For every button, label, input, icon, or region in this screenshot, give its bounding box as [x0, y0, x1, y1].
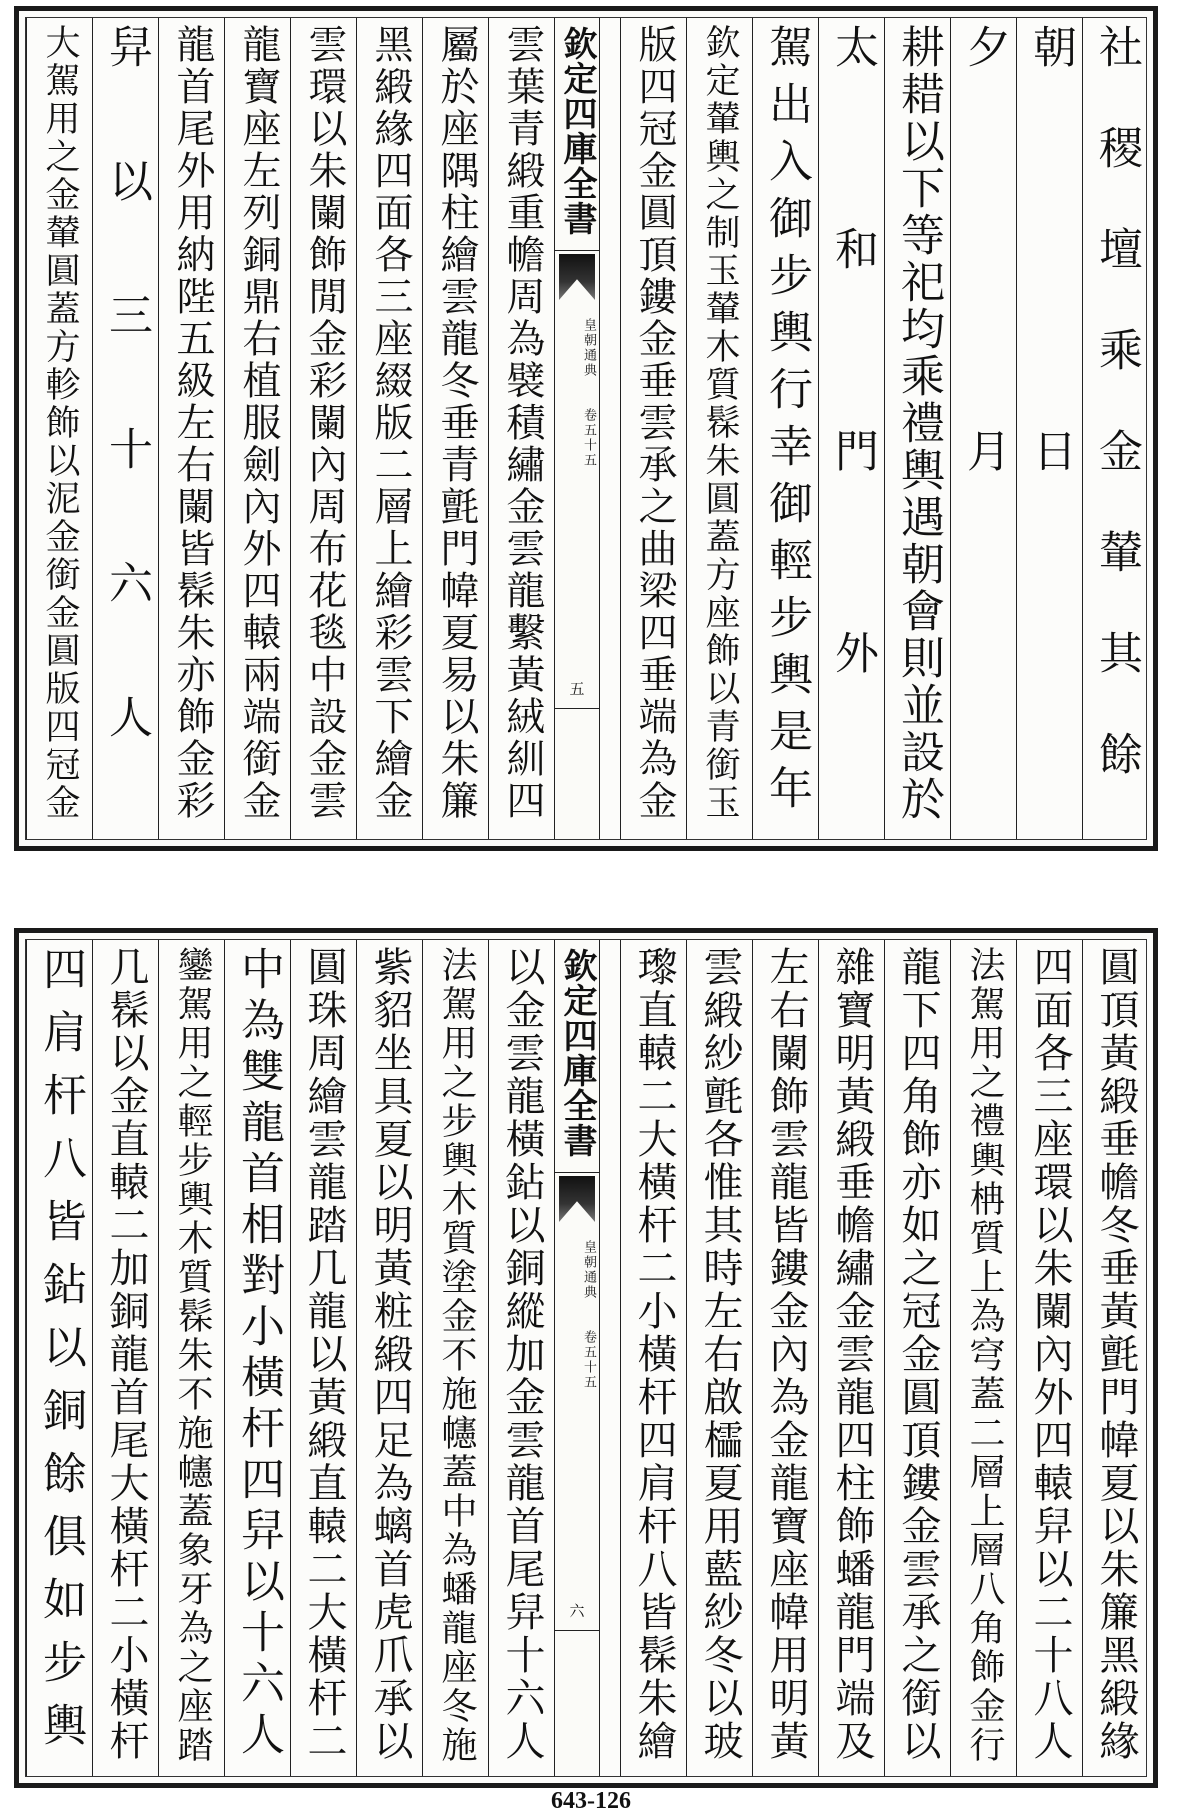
bottom-text-column — [686, 940, 753, 1776]
top-column-text: 欽定輦輿之制玉輦木質髹朱圓蓋方座飾以青銜玉 — [700, 24, 740, 822]
top-column-text: 大駕用之金輦圓蓋方軫飾以泥金銜金圓版四冠金 — [40, 24, 80, 822]
bottom-page-frame — [25, 939, 1147, 1777]
top-margin-rule — [555, 250, 599, 251]
top-text-column — [818, 18, 885, 839]
top-column-text: 雲環以朱闌飾閒金彩闌內周布花毯中設金雲 — [302, 24, 347, 822]
bottom-text-column — [884, 940, 951, 1776]
top-column-text: 雲葉青緞重幨周為襞積繡金雲龍繫黃絨紃四 — [500, 24, 545, 822]
bottom-volume-label: 卷五十五 — [581, 1330, 596, 1390]
top-text-column — [488, 18, 555, 839]
bottom-text-column — [26, 940, 93, 1776]
bottom-column-text: 雲緞紗氈各惟其時左右啟櫺夏用藍紗冬以玻 — [697, 946, 743, 1763]
bottom-text-column — [356, 940, 423, 1776]
top-column-text: 舁以三十六人 — [101, 24, 152, 828]
bottom-text-column — [224, 940, 291, 1776]
bottom-page — [14, 928, 1158, 1788]
top-book-title: 欽定四庫全書 — [557, 26, 597, 236]
bottom-column-text: 四肩杆八皆鉆以銅餘俱如步輿 — [35, 946, 86, 1765]
top-fishtail-mark — [559, 254, 595, 300]
bottom-margin-rule — [555, 1172, 599, 1173]
top-text-column — [26, 18, 93, 839]
bottom-column-text: 圓珠周繪雲龍踏几龍以黃緞直轅二大橫杆二 — [301, 946, 347, 1763]
top-page-frame — [25, 17, 1147, 840]
bottom-text-column — [1082, 940, 1149, 1776]
bottom-text-column — [290, 940, 357, 1776]
page-code: 643-126 — [551, 1788, 631, 1814]
bottom-text-column — [488, 940, 555, 1776]
top-column-text: 夕月 — [959, 24, 1010, 832]
top-text-column — [422, 18, 489, 839]
top-column-text: 朝日 — [1025, 24, 1076, 832]
top-page — [14, 6, 1158, 851]
bottom-text-column — [422, 940, 489, 1776]
top-column-text: 太和門外 — [827, 24, 878, 832]
bottom-column-text: 左右闌飾雲龍皆鏤金內為金龍寶座幃用明黃 — [763, 946, 809, 1763]
bottom-column-text: 以金雲龍橫鉆以銅縱加金雲龍首尾舁十六人 — [499, 946, 545, 1763]
bottom-column-text: 中為雙龍首相對小橫杆四舁以十六人 — [233, 946, 284, 1762]
top-center-margin — [554, 18, 600, 839]
bottom-column-text: 法駕用之禮輿柟質上為穹蓋二層上層八角飾金行 — [964, 946, 1005, 1765]
bottom-fishtail-mark — [559, 1176, 595, 1222]
top-text-column — [950, 18, 1017, 839]
top-column-text: 屬於座隅柱繪雲龍冬垂青氈門幃夏易以朱簾 — [434, 24, 479, 822]
top-text-column — [884, 18, 951, 839]
top-column-text: 黑緞緣四面各三座綴版二層上繪彩雲下繪金 — [368, 24, 413, 822]
top-text-column — [1082, 18, 1149, 839]
bottom-column-text: 雜寶明黃緞垂幨繡金雲龍四柱飾蟠龍門端及 — [829, 946, 875, 1763]
top-folio-number: 五 — [569, 680, 585, 698]
bottom-text-column — [1016, 940, 1083, 1776]
top-text-column — [1016, 18, 1083, 839]
top-column-text: 駕出入御步輿行幸御輕步輿是年 — [761, 24, 812, 822]
top-text-column — [92, 18, 159, 839]
bottom-column-text: 鑾駕用之輕步輿木質髹朱不施幰蓋象牙為之座踏 — [172, 946, 213, 1765]
top-text-column — [356, 18, 423, 839]
top-text-column — [686, 18, 753, 839]
top-text-column — [290, 18, 357, 839]
bottom-text-column — [92, 940, 159, 1776]
bottom-column-text: 几髹以金直轅二加銅龍首尾大橫杆二小橫杆 — [103, 946, 149, 1763]
top-column-text: 龍寶座左列銅鼎右植服劍內外四轅兩端銜金 — [236, 24, 281, 822]
bottom-text-column — [620, 940, 687, 1776]
top-column-text: 版四冠金圓頂鏤金垂雲承之曲梁四垂端為金 — [632, 24, 677, 822]
top-column-text: 龍首尾外用納陛五級左右闌皆髹朱亦飾金彩 — [170, 24, 215, 822]
bottom-text-column — [818, 940, 885, 1776]
top-text-column — [620, 18, 687, 839]
bottom-column-text: 圓頂黃緞垂幨冬垂黃氈門幃夏以朱簾黑緞緣 — [1093, 946, 1139, 1763]
bottom-column-text: 四面各三座環以朱闌內外四轅舁以二十八人 — [1027, 946, 1073, 1763]
top-column-text: 社稷壇乘金輦其餘 — [1091, 24, 1142, 832]
top-text-column — [224, 18, 291, 839]
top-text-column — [158, 18, 225, 839]
bottom-margin-rule — [555, 1630, 599, 1631]
bottom-column-text: 瓈直轅二大橫杆二小橫杆四肩杆八皆髹朱繪 — [631, 946, 677, 1763]
bottom-text-column — [158, 940, 225, 1776]
top-chapter-title: 皇朝通典 — [581, 318, 596, 378]
top-margin-rule — [555, 708, 599, 709]
bottom-chapter-title: 皇朝通典 — [581, 1240, 596, 1300]
bottom-text-column — [752, 940, 819, 1776]
bottom-folio-number: 六 — [569, 1602, 585, 1620]
bottom-column-text: 龍下四角飾亦如之冠金圓頂鏤金雲承之銜以 — [895, 946, 941, 1763]
top-column-text: 耕耤以下等祀均乘禮輿遇朝會則並設於 — [893, 24, 944, 823]
bottom-center-margin — [554, 940, 600, 1776]
bottom-column-text: 紫貂坐具夏以明黃粧緞四足為螭首虎爪承以 — [367, 946, 413, 1763]
bottom-text-column — [950, 940, 1017, 1776]
bottom-book-title: 欽定四庫全書 — [557, 948, 597, 1158]
bottom-column-text: 法駕用之步輿木質塗金不施幰蓋中為蟠龍座冬施 — [436, 946, 477, 1765]
top-volume-label: 卷五十五 — [581, 408, 596, 468]
top-text-column — [752, 18, 819, 839]
